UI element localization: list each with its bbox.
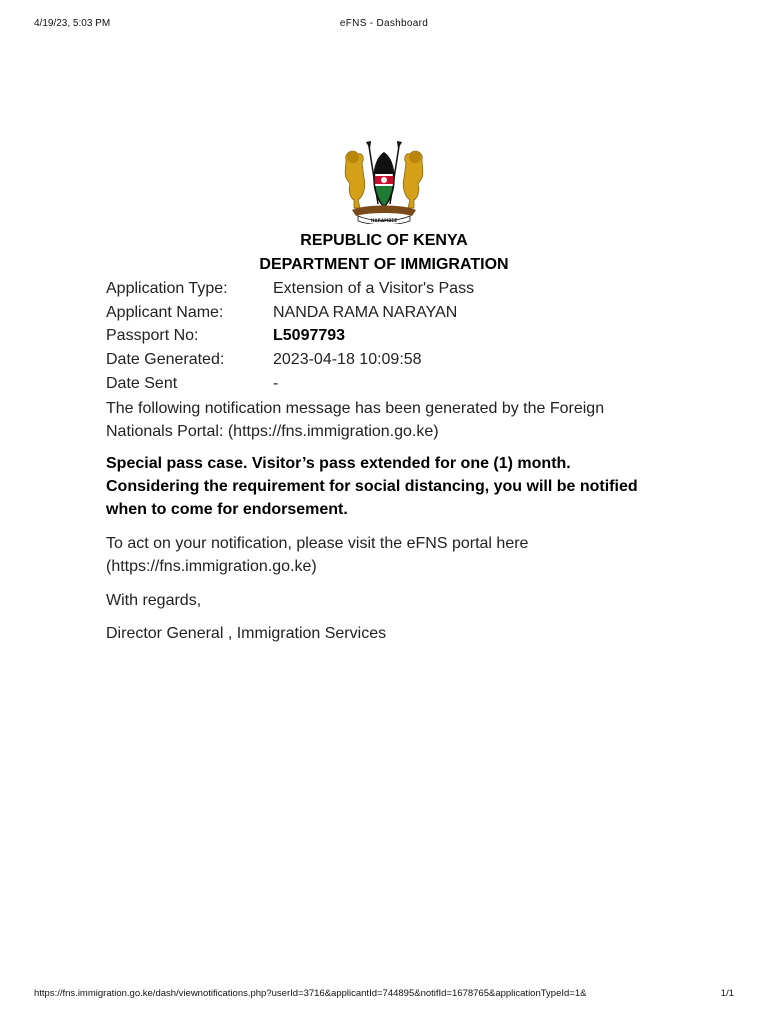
print-footer bbox=[34, 988, 734, 1002]
notice-message: Special pass case. Visitor’s pass extended for one (1) month. Considering the requirement for social distancing, you will be notified when to come for endorsement. bbox=[106, 455, 638, 518]
passport-no-label: Passport No: bbox=[106, 327, 199, 344]
application-type-label: Application Type: bbox=[106, 280, 228, 297]
passport-no-value: L5097793 bbox=[273, 327, 346, 344]
action-paragraph: To act on your notification, please visit the eFNS portal here (https://fns.immigration.go.ke) bbox=[106, 535, 529, 575]
emblem-motto: HARAMBEE bbox=[370, 218, 398, 223]
application-type-value: Extension of a Visitor's Pass bbox=[273, 280, 475, 297]
kenya-coat-of-arms-icon bbox=[338, 138, 430, 224]
department-heading: DEPARTMENT OF IMMIGRATION bbox=[259, 256, 509, 273]
print-page-title: eFNS - Dashboard bbox=[339, 18, 429, 29]
print-datetime: 4/19/23, 5:03 PM bbox=[34, 18, 111, 29]
print-url: https://fns.immigration.go.ke/dash/viewnotifications.php?userId=3716&applicantId=744895&notifId=1678765&applicationTypeId=1& bbox=[34, 988, 587, 999]
intro-paragraph: The following notification message has been generated by the Foreign Nationals Portal: (https://fns.immigration.go.ke) bbox=[106, 400, 605, 440]
print-page-count: 1/1 bbox=[720, 988, 734, 999]
regards-text: With regards, bbox=[106, 592, 202, 609]
date-generated-value: 2023-04-18 10:09:58 bbox=[273, 351, 422, 368]
print-header bbox=[34, 18, 734, 32]
republic-heading: REPUBLIC OF KENYA bbox=[300, 232, 468, 249]
applicant-name-label: Applicant Name: bbox=[106, 304, 224, 321]
date-sent-label: Date Sent bbox=[106, 375, 178, 392]
signature-text: Director General , Immigration Services bbox=[106, 625, 387, 642]
date-generated-label: Date Generated: bbox=[106, 351, 225, 368]
applicant-name-value: NANDA RAMA NARAYAN bbox=[273, 304, 458, 321]
date-sent-value: - bbox=[273, 375, 279, 392]
